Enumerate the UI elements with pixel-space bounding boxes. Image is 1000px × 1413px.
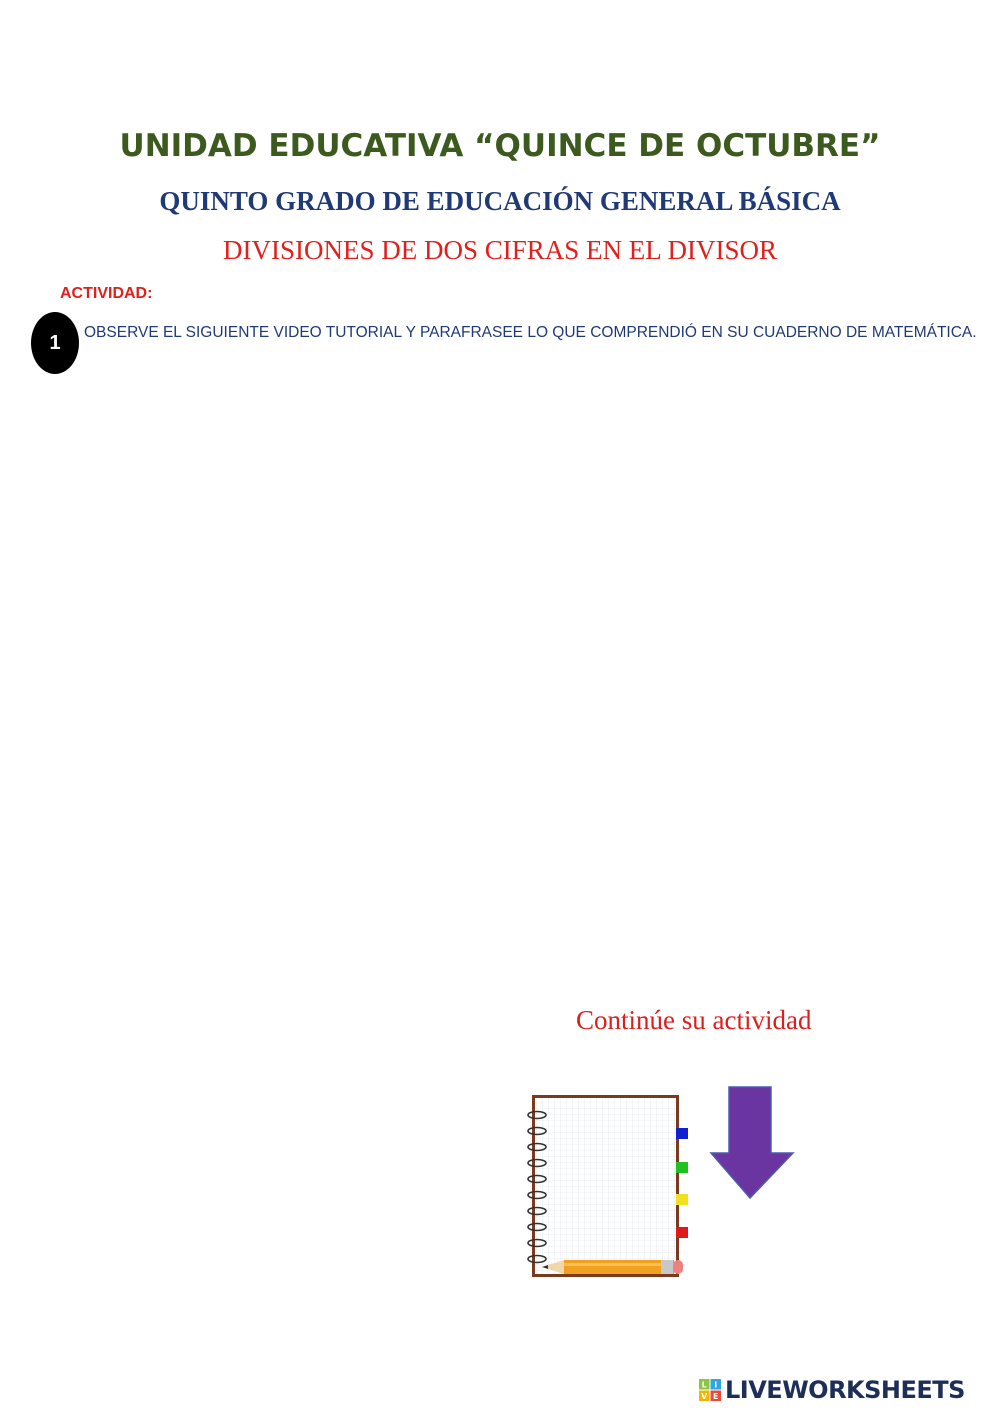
activity-instruction: OBSERVE EL SIGUIENTE VIDEO TUTORIAL Y PARAFRASEE LO QUE COMPRENDIÓ EN SU CUADERNO DE MATEMÁTICA.	[84, 324, 977, 341]
liveworksheets-branding	[698, 1376, 965, 1404]
liveworksheets-brand-text: LIVEWORKSHEETS	[725, 1376, 965, 1404]
grade-subtitle: QUINTO GRADO DE EDUCACIÓN GENERAL BÁSICA	[159, 186, 841, 216]
svg-text:V: V	[701, 1392, 708, 1401]
svg-text:I: I	[714, 1380, 718, 1390]
liveworksheets-logo-icon	[698, 1378, 722, 1402]
down-arrow-icon	[709, 1085, 795, 1201]
school-title: UNIDAD EDUCATIVA “QUINCE DE OCTUBRE”	[119, 128, 881, 164]
svg-text:E: E	[712, 1392, 719, 1401]
activity-label: ACTIVIDAD:	[60, 285, 153, 302]
topic-heading: DIVISIONES DE DOS CIFRAS EN EL DIVISOR	[222, 235, 777, 265]
notebook-pencil-icon	[524, 1090, 694, 1285]
continue-activity-text: Continúe su actividad	[576, 1005, 812, 1035]
activity-number-badge: 1	[31, 312, 79, 374]
svg-text:L: L	[701, 1380, 707, 1390]
